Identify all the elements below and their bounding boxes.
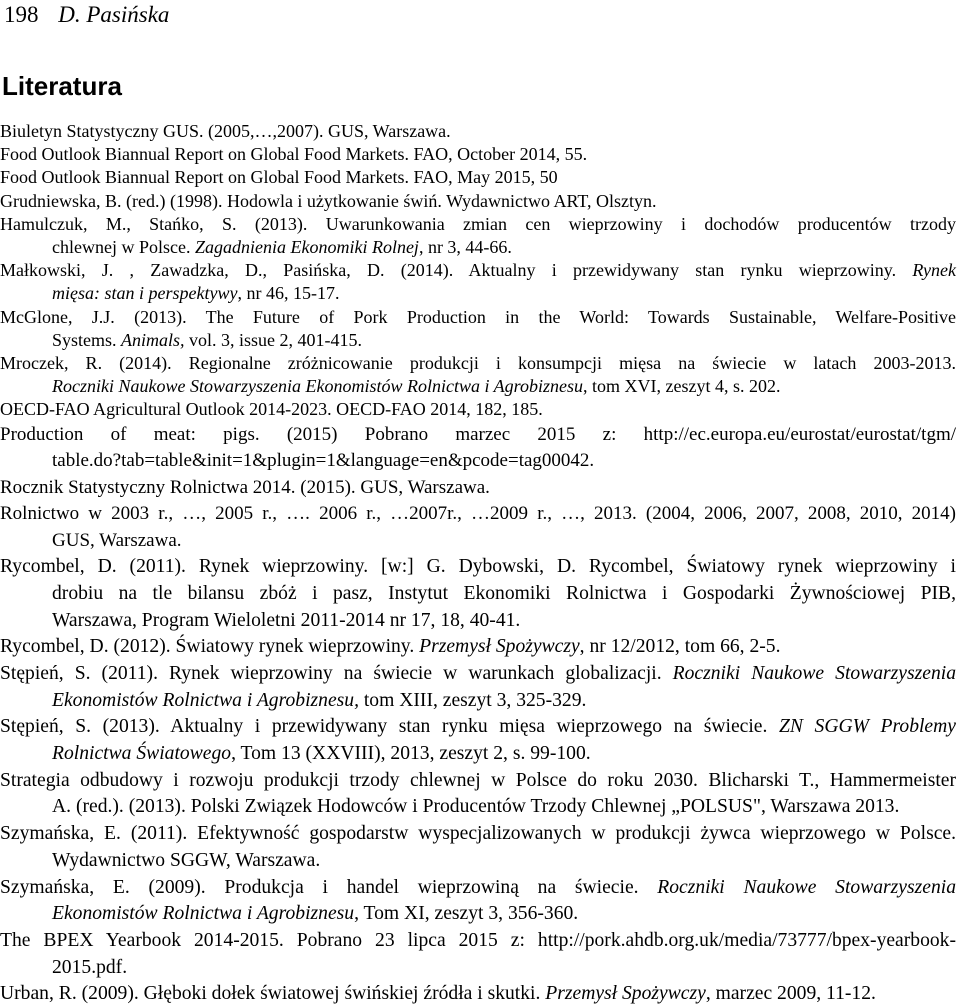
reference-entry xyxy=(0,213,956,259)
reference-text: , marzec 2009, 11-12. xyxy=(705,983,876,1005)
reference-text: chlewnej w Polsce. xyxy=(52,237,195,258)
reference-text: Szymańska, E. (2009). Produkcja i handel wieprzowiną na świecie. xyxy=(0,876,658,898)
reference-text: vol. 3, issue 2, 401-415. xyxy=(184,329,363,350)
reference-entry xyxy=(0,928,956,981)
reference-list xyxy=(0,120,956,1008)
reference-line xyxy=(0,352,956,375)
reference-title-italic: Przemysł Spożywczy xyxy=(419,636,580,658)
reference-entry xyxy=(0,554,956,634)
reference-text: OECD-FAO Agricultural Outlook 2014-2023. OECD-FAO 2014, 182, 185. xyxy=(0,399,543,420)
reference-text: Food Outlook Biannual Report on Global Food Markets. FAO, October 2014, 55. xyxy=(0,144,588,165)
reference-title-italic: Roczniki Naukowe Stowarzyszenia xyxy=(672,662,956,684)
reference-text: , nr 3, 44-66. xyxy=(418,237,512,258)
reference-text: Strategia odbudowy i rozwoju produkcji trzody chlewnej w Polsce do roku 2030. Blicharski T., Hammermeister xyxy=(0,769,956,791)
reference-text: A. (red.). (2013). Polski Związek Hodowców i Producentów Trzody Chlewnej „POLSUS", Warszawa 2013. xyxy=(52,796,900,818)
reference-entry xyxy=(0,501,956,554)
reference-line xyxy=(52,688,956,715)
reference-line xyxy=(0,475,956,502)
reference-line xyxy=(52,375,956,398)
reference-entry xyxy=(0,166,956,189)
reference-title-italic: mięsa: stan i perspektywy xyxy=(52,283,238,304)
reference-line xyxy=(0,166,956,189)
reference-entry xyxy=(0,661,956,714)
reference-text: tom XIII, zeszyt 3, 325-329. xyxy=(358,689,587,711)
reference-line xyxy=(0,714,956,741)
reference-title-italic: Roczniki Naukowe Stowarzyszenia Ekonomistów Rolnictwa i Agrobiznesu xyxy=(52,376,583,397)
reference-text: Rycombel, D. (2011). Rynek wieprzowiny. [w:] G. Dybowski, D. Rycombel, Światowy rynek wieprzowiny i xyxy=(0,556,956,578)
reference-text: Grudniewska, B. (red.) (1998). Hodowla i użytkowanie świń. Wydawnictwo ART, Olsztyn. xyxy=(0,190,657,211)
reference-entry xyxy=(0,190,956,213)
reference-line xyxy=(52,901,956,928)
reference-title-italic: Zagadnienia Ekonomiki Rolnej xyxy=(194,237,419,258)
reference-text: , Tom 13 (XXVIII), 2013, zeszyt 2, s. 99-100. xyxy=(231,743,591,765)
reference-line xyxy=(52,581,956,608)
reference-entry xyxy=(0,306,956,352)
reference-line xyxy=(0,821,956,848)
reference-line xyxy=(0,259,956,282)
reference-entry xyxy=(0,634,956,661)
reference-line xyxy=(52,329,956,352)
reference-entry xyxy=(0,981,956,1008)
section-title: Literatura xyxy=(2,71,122,101)
reference-line xyxy=(0,120,956,143)
reference-entry xyxy=(0,875,956,928)
reference-text: Rocznik Statystyczny Rolnictwa 2014. (2015). GUS, Warszawa. xyxy=(0,476,490,498)
reference-text: , tom XVI, zeszyt 4, s. 202. xyxy=(582,376,781,397)
reference-text: Systems. xyxy=(52,329,122,350)
reference-line xyxy=(52,794,956,821)
reference-text: Biuletyn Statystyczny GUS. (2005,…,2007). GUS, Warszawa. xyxy=(0,121,451,141)
running-head-author: D. Pasińska xyxy=(58,2,170,27)
reference-text: Rycombel, D. (2012). Światowy rynek wieprzowiny. xyxy=(0,636,420,658)
reference-text: GUS, Warszawa. xyxy=(52,529,182,551)
reference-line xyxy=(0,554,956,581)
reference-text: McGlone, J.J. (2013). The Future of Pork Production in the World: Towards Sustainable, Welfare-Positive xyxy=(0,306,956,327)
reference-line xyxy=(52,848,956,875)
reference-text: table.do?tab=table&init=1&plugin=1&language=en&pcode=tag00042. xyxy=(52,450,595,472)
reference-entry xyxy=(0,475,956,502)
reference-line xyxy=(0,928,956,955)
reference-line xyxy=(0,190,956,213)
reference-text: Wydawnictwo SGGW, Warszawa. xyxy=(52,849,321,871)
reference-title-italic: Przemysł Spożywczy xyxy=(545,983,706,1005)
reference-text: Warszawa, Program Wieloletni 2011-2014 nr 17, 18, 40-41. xyxy=(52,609,521,631)
reference-line xyxy=(52,236,956,259)
reference-title-italic: Rolnictwa Światowego xyxy=(52,743,232,765)
reference-line xyxy=(0,768,956,795)
reference-text: Małkowski, J. , Zawadzka, D., Pasińska, D. (2014). Aktualny i przewidywany stan rynku wieprzowiny. xyxy=(0,260,913,281)
reference-title-italic: Ekonomistów Rolnictwa i Agrobiznesu xyxy=(52,903,355,925)
reference-text: Urban, R. (2009). Głęboki dołek światowej świńskiej źródła i skutki. xyxy=(0,983,546,1005)
reference-entry xyxy=(0,259,956,305)
reference-text: , nr 46, 15-17. xyxy=(237,283,340,304)
reference-text: Mroczek, R. (2014). Regionalne zróżnicowanie produkcji i konsumpcji mięsa na świecie w latach 2003-2013. xyxy=(0,353,956,374)
reference-text: , nr 12/2012, tom 66, 2-5. xyxy=(579,636,781,658)
reference-line xyxy=(0,981,956,1008)
reference-line xyxy=(52,955,956,982)
reference-line xyxy=(0,398,956,421)
reference-text: drobiu na tle bilansu zbóż i pasz, Instytut Ekonomiki Rolnictwa i Gospodarki Żywnościowej PIB, xyxy=(52,582,956,604)
reference-line xyxy=(52,528,956,555)
reference-text: Szymańska, E. (2011). Efektywność gospodarstw wyspecjalizowanych w produkcji żywca wieprzowego w Polsce. xyxy=(0,823,956,845)
reference-text: Production of meat: pigs. (2015) Pobrano marzec 2015 z: http://ec.europa.eu/eurostat/eurostat/tgm/ xyxy=(0,423,956,445)
reference-entry xyxy=(0,768,956,821)
reference-text: Stępień, S. (2011). Rynek wieprzowiny na świecie w warunkach globalizacji. xyxy=(0,662,673,684)
reference-entry xyxy=(0,821,956,874)
reference-text: Stępień, S. (2013). Aktualny i przewidywany stan rynku mięsa wieprzowego na świecie. xyxy=(0,716,779,738)
reference-entry xyxy=(0,398,956,421)
page-number: 198 xyxy=(4,2,39,27)
reference-text: Rolnictwo w 2003 r., …, 2005 r., …. 2006 r., …2007r., …2009 r., …, 2013. (2004, 2006, 2007, 2008, 2010, 2014) xyxy=(0,503,956,525)
reference-line xyxy=(0,306,956,329)
reference-line xyxy=(0,213,956,236)
page-header xyxy=(4,0,169,30)
reference-entry xyxy=(0,352,956,398)
reference-line xyxy=(0,661,956,688)
reference-title-italic: Ekonomistów Rolnictwa i Agrobiznesu, xyxy=(52,689,359,711)
reference-title-italic: Roczniki Naukowe Stowarzyszenia xyxy=(657,876,956,898)
reference-line xyxy=(52,448,956,475)
reference-entry xyxy=(0,422,956,475)
reference-line xyxy=(52,741,956,768)
reference-text: , Tom XI, zeszyt 3, 356-360. xyxy=(354,903,579,925)
reference-text: The BPEX Yearbook 2014-2015. Pobrano 23 lipca 2015 z: http://pork.ahdb.org.uk/media/73777/bpex-yearbook- xyxy=(0,929,956,951)
reference-line xyxy=(0,143,956,166)
reference-entry xyxy=(0,143,956,166)
reference-line xyxy=(0,875,956,902)
reference-line xyxy=(0,422,956,449)
reference-line xyxy=(0,501,956,528)
reference-line xyxy=(0,634,956,661)
reference-text: 2015.pdf. xyxy=(52,956,128,978)
reference-text: Food Outlook Biannual Report on Global Food Markets. FAO, May 2015, 50 xyxy=(0,167,558,188)
reference-title-italic: Rynek xyxy=(912,260,956,281)
reference-title-italic: Animals, xyxy=(121,329,185,350)
reference-title-italic: ZN SGGW Problemy xyxy=(778,716,956,738)
reference-line xyxy=(52,282,956,305)
reference-entry xyxy=(0,120,956,143)
reference-text: Hamulczuk, M., Stańko, S. (2013). Uwarunkowania zmian cen wieprzowiny i dochodów producentów trzody xyxy=(0,213,956,234)
reference-line xyxy=(52,608,956,635)
reference-entry xyxy=(0,714,956,767)
